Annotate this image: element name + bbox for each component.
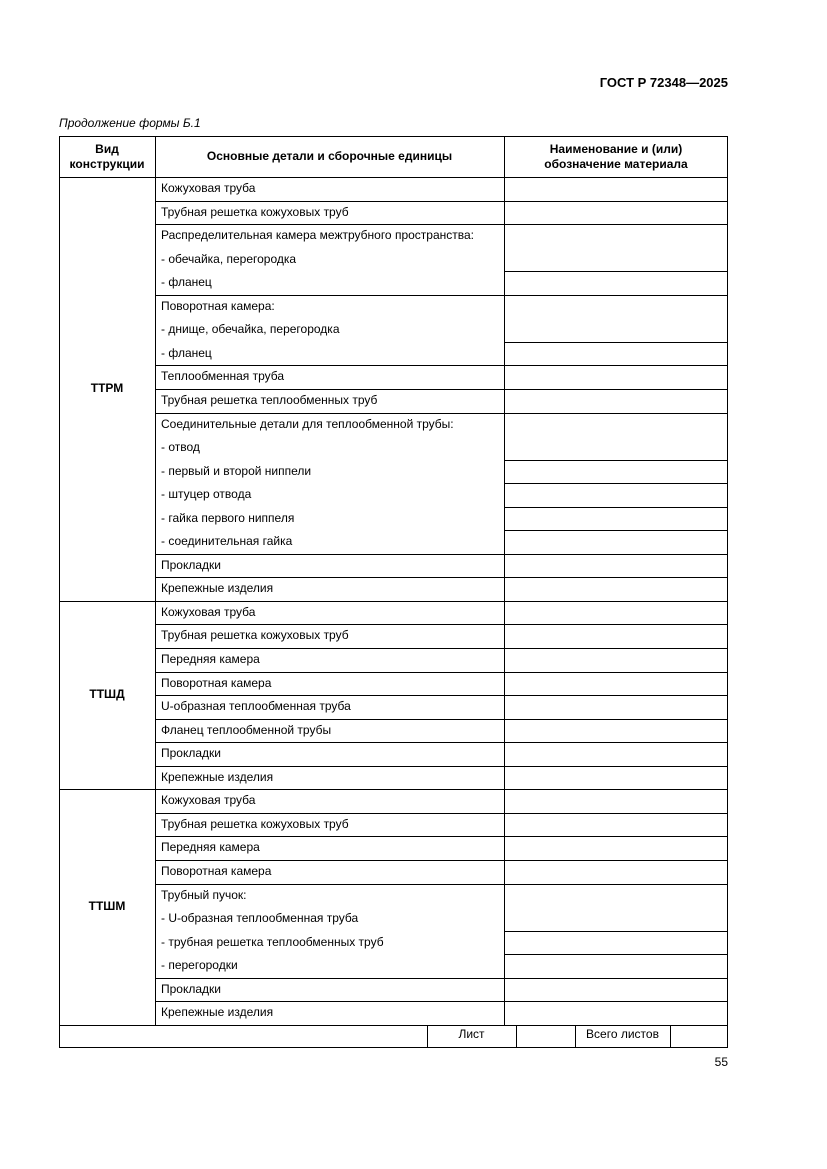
material-input-cell[interactable] <box>505 696 727 718</box>
footer-cell-divider <box>575 1025 576 1048</box>
material-input-cell[interactable] <box>505 555 727 577</box>
part-name: Поворотная камера <box>161 675 272 690</box>
material-input-cell[interactable] <box>505 720 727 742</box>
footer-divider <box>59 1025 728 1026</box>
part-name: Трубная решетка кожуховых труб <box>161 816 349 831</box>
part-name: Крепежные изделия <box>161 1005 274 1020</box>
construction-type-ttrm: ТТРМ <box>90 381 124 395</box>
material-input-cell[interactable] <box>505 602 727 624</box>
material-input-cell[interactable] <box>505 390 727 412</box>
parts-row-divider <box>155 813 504 814</box>
material-input-cell[interactable] <box>505 296 727 318</box>
parts-row-divider <box>155 695 504 696</box>
parts-row-divider <box>155 1001 504 1002</box>
part-name: Поворотная камера: <box>161 298 275 313</box>
parts-row-divider <box>155 413 504 414</box>
part-name: Фланец теплообменной трубы <box>161 722 332 737</box>
part-name: U-образная теплообменная труба <box>161 699 351 714</box>
parts-row-divider <box>155 365 504 366</box>
part-name: - первый и второй ниппели <box>161 463 312 478</box>
total-sheets-label: Всего листов <box>586 1027 659 1041</box>
material-input-cell[interactable] <box>505 484 727 506</box>
document-code: ГОСТ Р 72348—2025 <box>599 75 728 90</box>
column-divider-type <box>155 136 156 1025</box>
sheet-label: Лист <box>458 1027 485 1041</box>
parts-row-divider <box>155 554 504 555</box>
part-name: Трубная решетка кожуховых труб <box>161 628 349 643</box>
part-name: Распределительная камера межтрубного пространства: <box>161 228 475 243</box>
part-name: - штуцер отвода <box>161 487 252 502</box>
part-name: Передняя камера <box>161 840 260 855</box>
parts-row-divider <box>155 295 504 296</box>
form-continuation-caption: Продолжение формы Б.1 <box>59 116 201 130</box>
header-parts: Основные детали и сборочные единицы <box>206 149 453 163</box>
part-name: Кожуховая труба <box>161 793 256 808</box>
material-input-cell[interactable] <box>505 272 727 294</box>
parts-row-divider <box>155 978 504 979</box>
material-input-cell[interactable] <box>505 414 727 436</box>
footer-cell-divider <box>427 1025 428 1048</box>
parts-row-divider <box>155 860 504 861</box>
part-name: - соединительная гайка <box>161 534 293 549</box>
page-number: 55 <box>714 1055 728 1069</box>
material-input-cell[interactable] <box>505 673 727 695</box>
header-type-line2: конструкции <box>69 157 145 171</box>
material-input-cell[interactable] <box>505 932 727 954</box>
parts-row-divider <box>155 719 504 720</box>
footer-cell-divider <box>516 1025 517 1048</box>
parts-row-divider <box>155 577 504 578</box>
material-input-cell[interactable] <box>505 508 727 530</box>
part-name: Кожуховая труба <box>161 604 256 619</box>
material-input-cell[interactable] <box>505 225 727 247</box>
material-input-cell[interactable] <box>505 885 727 907</box>
parts-row-divider <box>155 624 504 625</box>
material-input-cell[interactable] <box>505 743 727 765</box>
part-name: Крепежные изделия <box>161 769 274 784</box>
material-input-cell[interactable] <box>505 837 727 859</box>
material-input-cell[interactable] <box>505 343 727 365</box>
material-input-cell[interactable] <box>505 955 727 977</box>
material-input-cell[interactable] <box>505 578 727 600</box>
part-name: Поворотная камера <box>161 863 272 878</box>
material-input-cell[interactable] <box>505 979 727 1001</box>
material-input-cell[interactable] <box>505 767 727 789</box>
part-name: Кожуховая труба <box>161 181 256 195</box>
part-name: - гайка первого ниппеля <box>161 510 295 525</box>
header-material-line2: обозначение материала <box>544 157 688 171</box>
material-input-cell[interactable] <box>505 319 727 341</box>
part-name: - фланец <box>161 345 212 360</box>
total-sheets-cell[interactable] <box>670 1023 728 1047</box>
parts-row-divider <box>155 648 504 649</box>
part-name: Прокладки <box>161 981 221 996</box>
material-input-cell[interactable] <box>505 908 727 930</box>
parts-row-divider <box>155 742 504 743</box>
part-name: Соединительные детали для теплообменной трубы: <box>161 416 454 431</box>
part-name: - отвод <box>161 440 200 455</box>
part-name: - U-образная теплообменная труба <box>161 911 359 926</box>
part-name: - днище, обечайка, перегородка <box>161 322 340 337</box>
part-name: - обечайка, перегородка <box>161 251 297 266</box>
part-name: Передняя камера <box>161 652 260 666</box>
material-input-cell[interactable] <box>505 861 727 883</box>
part-name: Крепежные изделия <box>161 581 274 596</box>
material-input-cell[interactable] <box>505 202 727 224</box>
sheet-number-cell[interactable] <box>516 1023 575 1047</box>
material-input-cell[interactable] <box>505 649 727 671</box>
footer-cell-divider <box>670 1025 671 1048</box>
material-input-cell[interactable] <box>505 625 727 647</box>
material-input-cell[interactable] <box>505 461 727 483</box>
parts-row-divider <box>155 672 504 673</box>
part-name: Прокладки <box>161 746 221 761</box>
part-name: - трубная решетка теплообменных труб <box>161 934 384 949</box>
material-input-cell[interactable] <box>505 531 727 553</box>
part-name: Трубный пучок: <box>161 887 247 902</box>
part-name: - перегородки <box>161 958 238 973</box>
material-input-cell[interactable] <box>505 814 727 836</box>
part-name: Трубная решетка теплообменных труб <box>161 392 378 407</box>
material-input-cell[interactable] <box>505 366 727 388</box>
parts-row-divider <box>155 766 504 767</box>
part-name: Прокладки <box>161 557 221 572</box>
material-input-cell[interactable] <box>505 178 727 200</box>
parts-row-divider <box>155 224 504 225</box>
material-input-cell[interactable] <box>505 249 727 271</box>
material-input-cell[interactable] <box>505 790 727 812</box>
part-name: Трубная решетка кожуховых труб <box>161 204 349 219</box>
construction-type-ttshm: ТТШМ <box>88 899 126 913</box>
material-input-cell[interactable] <box>505 437 727 459</box>
header-type-line1: Вид <box>95 142 119 156</box>
parts-row-divider <box>155 201 504 202</box>
parts-row-divider <box>155 389 504 390</box>
part-name: Теплообменная труба <box>161 369 285 384</box>
parts-row-divider <box>155 884 504 885</box>
material-input-cell[interactable] <box>505 1002 727 1024</box>
header-material-line1: Наименование и (или) <box>549 142 683 156</box>
parts-row-divider <box>155 836 504 837</box>
construction-type-ttshd: ТТШД <box>89 687 125 701</box>
materials-form-table <box>59 136 728 1048</box>
part-name: - фланец <box>161 275 212 290</box>
